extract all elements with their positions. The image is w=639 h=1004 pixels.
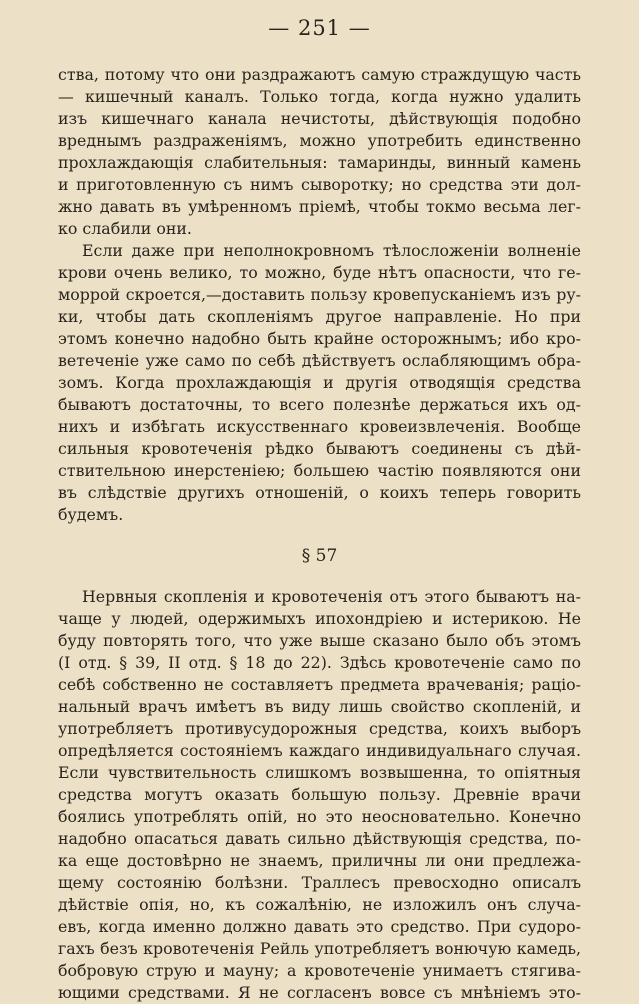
text-line: — кишечный каналъ. Только тогда, когда нужно удалить (58, 87, 581, 106)
text-line: ствительною инерстеніею; большею частію появляются они (58, 461, 581, 480)
text-line: моррой скроется,—доставить пользу кровепусканіемъ изъ ру- (58, 285, 581, 304)
text-line: изъ кишечнаго канала нечистоты, дѣйствующія подобно (58, 109, 581, 128)
text-line: ка еще достовѣрно не знаемъ, приличны ли они предлежа- (58, 851, 581, 870)
text-line: будемъ. (58, 505, 124, 524)
text-line: употребляетъ противусудорожныя средства, коихъ выборъ (58, 719, 581, 738)
text-line: ки, чтобы дать скопленіямъ другое направленіе. Но при (58, 307, 581, 326)
section-gap (58, 567, 581, 586)
text-line: щему состоянію болѣзни. Траллесъ превосходно описалъ (58, 873, 581, 892)
text-line: и приготовленную съ нимъ сыворотку; но средства эти дол- (58, 175, 581, 194)
text-line: ветеченіе уже само по себѣ дѣйствуетъ ослабляющимъ обра- (58, 351, 581, 370)
text-line: бобровую струю и мауну; а кровотеченіе унимаетъ стягива- (58, 961, 581, 980)
text-line: жно давать въ умѣренномъ пріемѣ, чтобы токмо весьма лег- (58, 197, 581, 216)
text-line: вреднымъ раздраженіямъ, можно употребить единственно (58, 131, 581, 150)
text-line: надобно опасаться давать сильно дѣйствующія средства, по- (58, 829, 581, 848)
text-line: Нервныя скопленія и кровотеченія отъ этого бываютъ на- (82, 587, 581, 606)
text-line: средства могутъ оказать большую пользу. Древніе врачи (58, 785, 581, 804)
text-line: въ слѣдствіе другихъ отношеній, о коихъ теперь говорить (58, 483, 581, 502)
text-line: буду повторять того, что уже выше сказано было объ этомъ (58, 631, 581, 650)
text-block (58, 64, 581, 1004)
text-line: гахъ безъ кровотеченія Рейль употребляетъ вонючую камедь, (58, 939, 581, 958)
text-line: евъ, когда именно должно давать это средство. При судоро- (58, 917, 581, 936)
page-number: — 251 — (268, 16, 371, 40)
text-line: себѣ собственно не составляетъ предмета врачеванія; раціо- (58, 675, 581, 694)
section-gap (58, 526, 581, 545)
text-line: бываютъ достаточны, то всего полезнѣе держаться ихъ од- (58, 395, 581, 414)
text-line: сильныя кровотеченія рѣдко бываютъ соединены съ дѣй- (58, 439, 581, 458)
text-line: нихъ и избѣгать искусственнаго кровеизвлеченія. Вообще (58, 417, 581, 436)
text-line: Если чувствительность слишкомъ возвышенна, то опіятныя (58, 763, 581, 782)
text-line: зомъ. Когда прохлаждающія и другія отводящія средства (58, 373, 581, 392)
text-line: Если даже при неполнокровномъ тѣлосложеніи волненіе (82, 241, 581, 260)
section-heading: § 57 (301, 546, 338, 566)
text-line: этомъ конечно надобно быть крайне осторожнымъ; ибо кро- (58, 329, 581, 348)
text-line: ко слабили они. (58, 219, 192, 238)
text-line: чаще у людей, одержимыхъ ипохондріею и истерикою. Не (58, 609, 581, 628)
text-line: нальный врачъ имѣетъ въ виду лишь свойство скопленій, и (58, 697, 581, 716)
text-line: ства, потому что они раздражаютъ самую страждущую часть (58, 65, 581, 84)
text-line: опредѣляется состояніемъ каждаго индивидуальнаго случая. (58, 741, 581, 760)
text-line: боялись употреблять опій, но это неосновательно. Конечно (58, 807, 581, 826)
text-line: прохлаждающія слабительныя: тамаринды, винный камень (58, 153, 581, 172)
text-line: дѣйствіе опія, но, къ сожалѣнію, не изложилъ онъ случа- (58, 895, 581, 914)
text-line: ющими средствами. Я не согласенъ вовсе съ мнѣніемъ это- (58, 983, 581, 1002)
text-line: (I отд. § 39, II отд. § 18 до 22). Здѣсь кровотеченіе само по (58, 653, 581, 672)
text-line: крови очень велико, то можно, буде нѣтъ опасности, что ге- (58, 263, 581, 282)
